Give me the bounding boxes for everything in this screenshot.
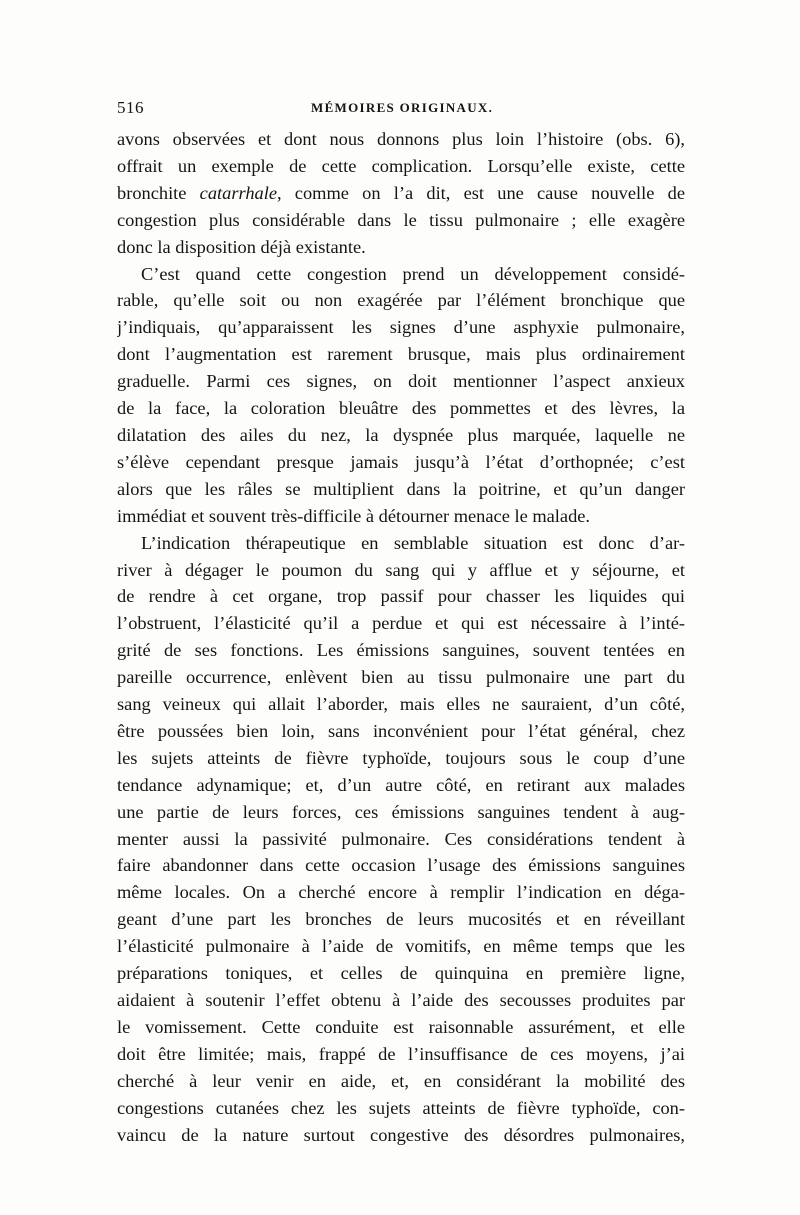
paragraph: [117, 261, 685, 530]
text-line: congestion plus considérable dans le tissu pulmonaire ; elle exagère: [117, 209, 685, 230]
body-text: [117, 126, 685, 1148]
text-line: aidaient à soutenir l’effet obtenu à l’aide des secousses produites par: [117, 990, 685, 1010]
text-line: pareille occurrence, enlèvent bien au tissu pulmonaire une part du: [117, 667, 685, 688]
text-line: les sujets atteints de fièvre typhoïde, toujours sous le coup d’une: [117, 747, 685, 768]
text-line: donc la disposition déjà existante.: [117, 236, 366, 257]
text-line: le vomissement. Cette conduite est raisonnable assurément, et elle: [117, 1016, 685, 1037]
text-line: cherché à leur venir en aide, et, en considérant la mobilité des: [117, 1070, 685, 1091]
text-line: une partie de leurs forces, ces émissions sanguines tendent à aug-: [117, 801, 685, 822]
text-line: de rendre à cet organe, trop passif pour chasser les liquides qui: [117, 586, 685, 607]
text-line: avons observées et dont nous donnons plus loin l’histoire (obs. 6),: [117, 129, 685, 149]
text-line: grité de ses fonctions. Les émissions sanguines, souvent tentées en: [117, 640, 685, 661]
text-line: être poussées bien loin, sans inconvénient pour l’état général, chez: [117, 720, 685, 741]
text-line: sang veineux qui allait l’aborder, mais elles ne sauraient, d’un côté,: [117, 694, 685, 715]
text-line: s’élève cependant presque jamais jusqu’à l’état d’orthopnée; c’est: [117, 451, 685, 472]
text-line: vaincu de la nature surtout congestive des désordres pulmonaires,: [117, 1124, 685, 1145]
text-line: river à dégager le poumon du sang qui y afflue et y séjourne, et: [117, 559, 685, 580]
text-line: rable, qu’elle soit ou non exagérée par l’élément bronchique que: [117, 290, 685, 311]
text-line: tendance adynamique; et, d’un autre côté, en retirant aux malades: [117, 774, 685, 795]
text-line: graduelle. Parmi ces signes, on doit mentionner l’aspect anxieux: [117, 371, 685, 392]
text-line: l’élasticité pulmonaire à l’aide de vomitifs, en même temps que les: [117, 936, 685, 957]
page-number: 516: [117, 98, 144, 117]
text-line: préparations toniques, et celles de quinquina en première ligne,: [117, 963, 685, 984]
text-line: alors que les râles se multiplient dans la poitrine, et qu’un danger: [117, 478, 685, 499]
running-title: MÉMOIRES ORIGINAUX.: [311, 100, 494, 115]
text-line: immédiat et souvent très-difficile à détourner menace le malade.: [117, 505, 591, 526]
paragraph: [117, 126, 685, 261]
text-line: l’obstruent, l’élasticité qu’il a perdue et qui est nécessaire à l’inté-: [117, 613, 685, 634]
text-line: même locales. On a cherché encore à remplir l’indication en déga-: [117, 882, 685, 903]
paragraph: [117, 530, 685, 1149]
text-line: L’indication thérapeutique en semblable situation est donc d’ar-: [141, 532, 685, 553]
text-line: j’indiquais, qu’apparaissent les signes d’une asphyxie pulmonaire,: [117, 317, 685, 338]
text-line: bronchite catarrhale, comme on l’a dit, est une cause nouvelle de: [117, 182, 685, 203]
text-line: C’est quand cette congestion prend un développement considé-: [141, 263, 685, 284]
text-line: offrait un exemple de cette complication. Lorsqu’elle existe, cette: [117, 155, 685, 176]
text-line: congestions cutanées chez les sujets atteints de fièvre typhoïde, con-: [117, 1097, 685, 1118]
text-line: dilatation des ailes du nez, la dyspnée plus marquée, laquelle ne: [117, 424, 685, 445]
text-line: faire abandonner dans cette occasion l’usage des émissions sanguines: [117, 855, 685, 876]
text-line: dont l’augmentation est rarement brusque, mais plus ordinairement: [117, 344, 685, 365]
text-line: de la face, la coloration bleuâtre des pommettes et des lèvres, la: [117, 398, 685, 419]
text-line: geant d’une part les bronches de leurs mucosités et en réveillant: [117, 909, 685, 930]
text-line: doit être limitée; mais, frappé de l’insuffisance de ces moyens, j’ai: [117, 1043, 685, 1064]
page-header: [117, 98, 685, 122]
text-line: menter aussi la passivité pulmonaire. Ces considérations tendent à: [117, 828, 685, 849]
